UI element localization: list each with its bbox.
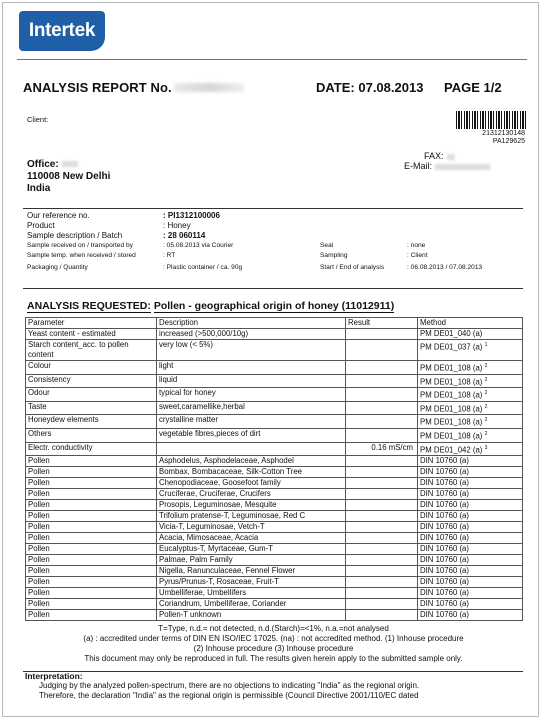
page-number: PAGE 1/2	[444, 80, 502, 95]
table-row	[26, 478, 523, 489]
cell-parameter: Pollen	[26, 511, 157, 522]
method-footnote-mark: 2	[484, 417, 488, 424]
cell-method: PM DE01_037 (a) $^1$	[418, 340, 523, 361]
cell-parameter: Taste	[26, 401, 157, 415]
method-footnote-mark: 3	[484, 444, 488, 451]
interpretation-line-2: Therefore, the declaration "India" as the regional origin is permissible (Council Directive 2001/110/EC dated	[39, 691, 419, 700]
cell-method: DIN 10760 (a)	[418, 522, 523, 533]
cell-result	[346, 478, 418, 489]
header-divider	[17, 59, 527, 60]
cell-description: Asphodelus, Asphodelaceae, Asphodel	[157, 456, 346, 467]
table-row	[26, 467, 523, 478]
cell-parameter: Pollen	[26, 610, 157, 621]
barcode-numbers: 21312130148 PA129625	[482, 130, 525, 145]
cell-parameter: Pollen	[26, 489, 157, 500]
table-row	[26, 374, 523, 388]
cell-parameter: Pollen	[26, 456, 157, 467]
cell-parameter: Pollen	[26, 555, 157, 566]
interpretation-line-1: Judging by the analyzed pollen-spectrum, there are no objections to indicating "India" as the regional origin.	[39, 681, 420, 690]
cell-result	[346, 456, 418, 467]
cell-description: Chenopodiaceae, Goosefoot family	[157, 478, 346, 489]
cell-method: DIN 10760 (a)	[418, 555, 523, 566]
cell-result	[346, 533, 418, 544]
cell-result	[346, 415, 418, 429]
cell-method: DIN 10760 (a)	[418, 533, 523, 544]
cell-method: DIN 10760 (a)	[418, 588, 523, 599]
info-bottom-divider	[23, 288, 523, 289]
cell-parameter: Pollen	[26, 544, 157, 555]
method-footnote-mark: 2	[484, 363, 488, 369]
method-footnote-mark: 2	[484, 403, 488, 410]
intertek-logo: Intertek	[19, 11, 105, 51]
table-row	[26, 415, 523, 429]
cell-result	[346, 500, 418, 511]
cell-result	[346, 388, 418, 402]
cell-method: DIN 10760 (a)	[418, 500, 523, 511]
col-method: Method	[418, 318, 523, 329]
cell-description: Cruciferae, Cruciferae, Crucifers	[157, 489, 346, 500]
table-row	[26, 442, 523, 456]
client-label: Client:	[27, 115, 49, 124]
cell-method: PM DE01_042 (a) $^3$	[418, 442, 523, 456]
cell-method: DIN 10760 (a)	[418, 610, 523, 621]
cell-method: PM DE01_108 (a) $^2$	[418, 388, 523, 402]
redacted-report-number	[174, 83, 244, 92]
cell-description: Bombax, Bombacaceae, Silk-Cotton Tree	[157, 467, 346, 478]
cell-parameter: Pollen	[26, 522, 157, 533]
cell-description	[157, 442, 346, 456]
interpretation	[25, 671, 522, 701]
cell-parameter: Pollen	[26, 478, 157, 489]
cell-parameter: Electr. conductivity	[26, 442, 157, 456]
fax-label: FAX:	[424, 151, 455, 161]
cell-description: Pollen-T unknown	[157, 610, 346, 621]
cell-result	[346, 511, 418, 522]
cell-description: Prosopis, Leguminosae, Mesquite	[157, 500, 346, 511]
cell-parameter: Honeydew elements	[26, 415, 157, 429]
table-row	[26, 489, 523, 500]
cell-result: 0.16 mS/cm	[346, 442, 418, 456]
cell-parameter: Colour	[26, 361, 157, 375]
table-row	[26, 456, 523, 467]
cell-method: DIN 10760 (a)	[418, 577, 523, 588]
table-row	[26, 522, 523, 533]
cell-method: DIN 10760 (a)	[418, 566, 523, 577]
cell-method: PM DE01_108 (a) $^2$	[418, 401, 523, 415]
cell-result	[346, 361, 418, 375]
cell-result	[346, 522, 418, 533]
cell-method: PM DE01_108 (a) $^2$	[418, 361, 523, 375]
cell-result	[346, 544, 418, 555]
table-header-row	[26, 318, 523, 329]
table-row	[26, 428, 523, 442]
cell-result	[346, 577, 418, 588]
table-row	[26, 577, 523, 588]
cell-result	[346, 401, 418, 415]
table-row	[26, 588, 523, 599]
cell-parameter: Others	[26, 428, 157, 442]
cell-result	[346, 428, 418, 442]
sample-info: Our reference no. : PI1312100006 Product : Honey Sample description / Batch : 28 060114 Sample received on / transported by : 05.08.2013 via Courier Seal : none Sample temp. when received / stored : RT Sampling : Client Packaging / Quantity : Plastic container / ca. 90g Start / End of analysis : 06.08.2013 / 07.08.2013	[27, 211, 483, 271]
cell-description: sweet,caramellike,herbal	[157, 401, 346, 415]
cell-parameter: Pollen	[26, 467, 157, 478]
table-row	[26, 566, 523, 577]
cell-description: Nigella, Ranunculaceae, Fennel Flower	[157, 566, 346, 577]
table-row	[26, 329, 523, 340]
analysis-heading: ANALYSIS REQUESTED: Pollen - geographical origin of honey (11012911)	[27, 300, 395, 312]
method-footnote-mark: 2	[484, 390, 488, 397]
cell-method: DIN 10760 (a)	[418, 489, 523, 500]
cell-result	[346, 610, 418, 621]
cell-description: Coriandrum, Umbelliferae, Coriander	[157, 599, 346, 610]
cell-method: DIN 10760 (a)	[418, 511, 523, 522]
table-row	[26, 340, 523, 361]
cell-method: PM DE01_108 (a) $^2$	[418, 374, 523, 388]
cell-result	[346, 374, 418, 388]
cell-result	[346, 489, 418, 500]
cell-method: DIN 10760 (a)	[418, 467, 523, 478]
cell-method: PM DE01_108 (a) $^2$	[418, 428, 523, 442]
cell-description: Eucalyptus-T, Myrtaceae, Gum-T	[157, 544, 346, 555]
cell-description: Acacia, Mimosaceae, Acacia	[157, 533, 346, 544]
cell-description: Umbelliferae, Umbellifers	[157, 588, 346, 599]
cell-result	[346, 329, 418, 340]
cell-parameter: Starch content_acc. to pollen content	[26, 340, 157, 361]
cell-result	[346, 340, 418, 361]
cell-description: crystalline matter	[157, 415, 346, 429]
cell-description: Vicia-T, Leguminosae, Vetch-T	[157, 522, 346, 533]
report-date: DATE: 07.08.2013	[316, 80, 424, 95]
col-description: Description	[157, 318, 346, 329]
method-footnote-mark: 2	[484, 376, 488, 383]
col-parameter: Parameter	[26, 318, 157, 329]
cell-description: liquid	[157, 374, 346, 388]
cell-result	[346, 566, 418, 577]
barcode-icon	[456, 111, 526, 129]
table-row	[26, 401, 523, 415]
email-label: E-Mail:	[404, 161, 490, 171]
report-title: ANALYSIS REPORT No.	[23, 80, 172, 95]
cell-result	[346, 588, 418, 599]
footnotes: T=Type, n.d.= not detected, n.d.(Starch)=<1%, n.a.=not analysed (a) : accredited under terms of DIN EN ISO/IEC 17025. (na) : not accredited method. (1) Inhouse procedure (2) Inhouse procedure (3) Inhouse procedure This document may only be reproduced in full. The results given herein apply to the submitted sample only.	[83, 624, 464, 663]
cell-description: Trifolium pratense-T, Leguminosae, Red C	[157, 511, 346, 522]
table-row	[26, 388, 523, 402]
table-row	[26, 599, 523, 610]
cell-parameter: Pollen	[26, 577, 157, 588]
cell-parameter: Odour	[26, 388, 157, 402]
cell-method: DIN 10760 (a)	[418, 544, 523, 555]
cell-parameter: Pollen	[26, 566, 157, 577]
cell-method: DIN 10760 (a)	[418, 456, 523, 467]
cell-parameter: Pollen	[26, 588, 157, 599]
table-row	[26, 500, 523, 511]
method-footnote-mark: 2	[484, 430, 488, 437]
cell-description: Pyrus/Prunus-T, Rosaceae, Fruit-T	[157, 577, 346, 588]
cell-result	[346, 555, 418, 566]
info-top-divider	[23, 208, 523, 209]
cell-method: DIN 10760 (a)	[418, 599, 523, 610]
cell-description: light	[157, 361, 346, 375]
table-row	[26, 533, 523, 544]
interpretation-heading: Interpretation:	[25, 671, 83, 681]
results-table	[25, 317, 523, 621]
cell-description: vegetable fibres,pieces of dirt	[157, 428, 346, 442]
cell-result	[346, 599, 418, 610]
table-row	[26, 544, 523, 555]
report-page	[2, 2, 539, 717]
cell-description: typical for honey	[157, 388, 346, 402]
col-result: Result	[346, 318, 418, 329]
cell-method: DIN 10760 (a)	[418, 478, 523, 489]
cell-description: increased (>500,000/10g)	[157, 329, 346, 340]
cell-description: Palmae, Palm Family	[157, 555, 346, 566]
client-address: Office: 110008 New Delhi India	[27, 159, 111, 194]
cell-method: PM DE01_040 (a)	[418, 329, 523, 340]
cell-parameter: Yeast content - estimated	[26, 329, 157, 340]
cell-parameter: Pollen	[26, 500, 157, 511]
cell-result	[346, 467, 418, 478]
table-row	[26, 511, 523, 522]
method-footnote-mark: 1	[484, 342, 488, 348]
cell-parameter: Consistency	[26, 374, 157, 388]
table-row	[26, 555, 523, 566]
cell-description: very low (< 5%)	[157, 340, 346, 361]
table-row	[26, 361, 523, 375]
cell-parameter: Pollen	[26, 533, 157, 544]
cell-method: PM DE01_108 (a) $^2$	[418, 415, 523, 429]
cell-parameter: Pollen	[26, 599, 157, 610]
table-row	[26, 610, 523, 621]
